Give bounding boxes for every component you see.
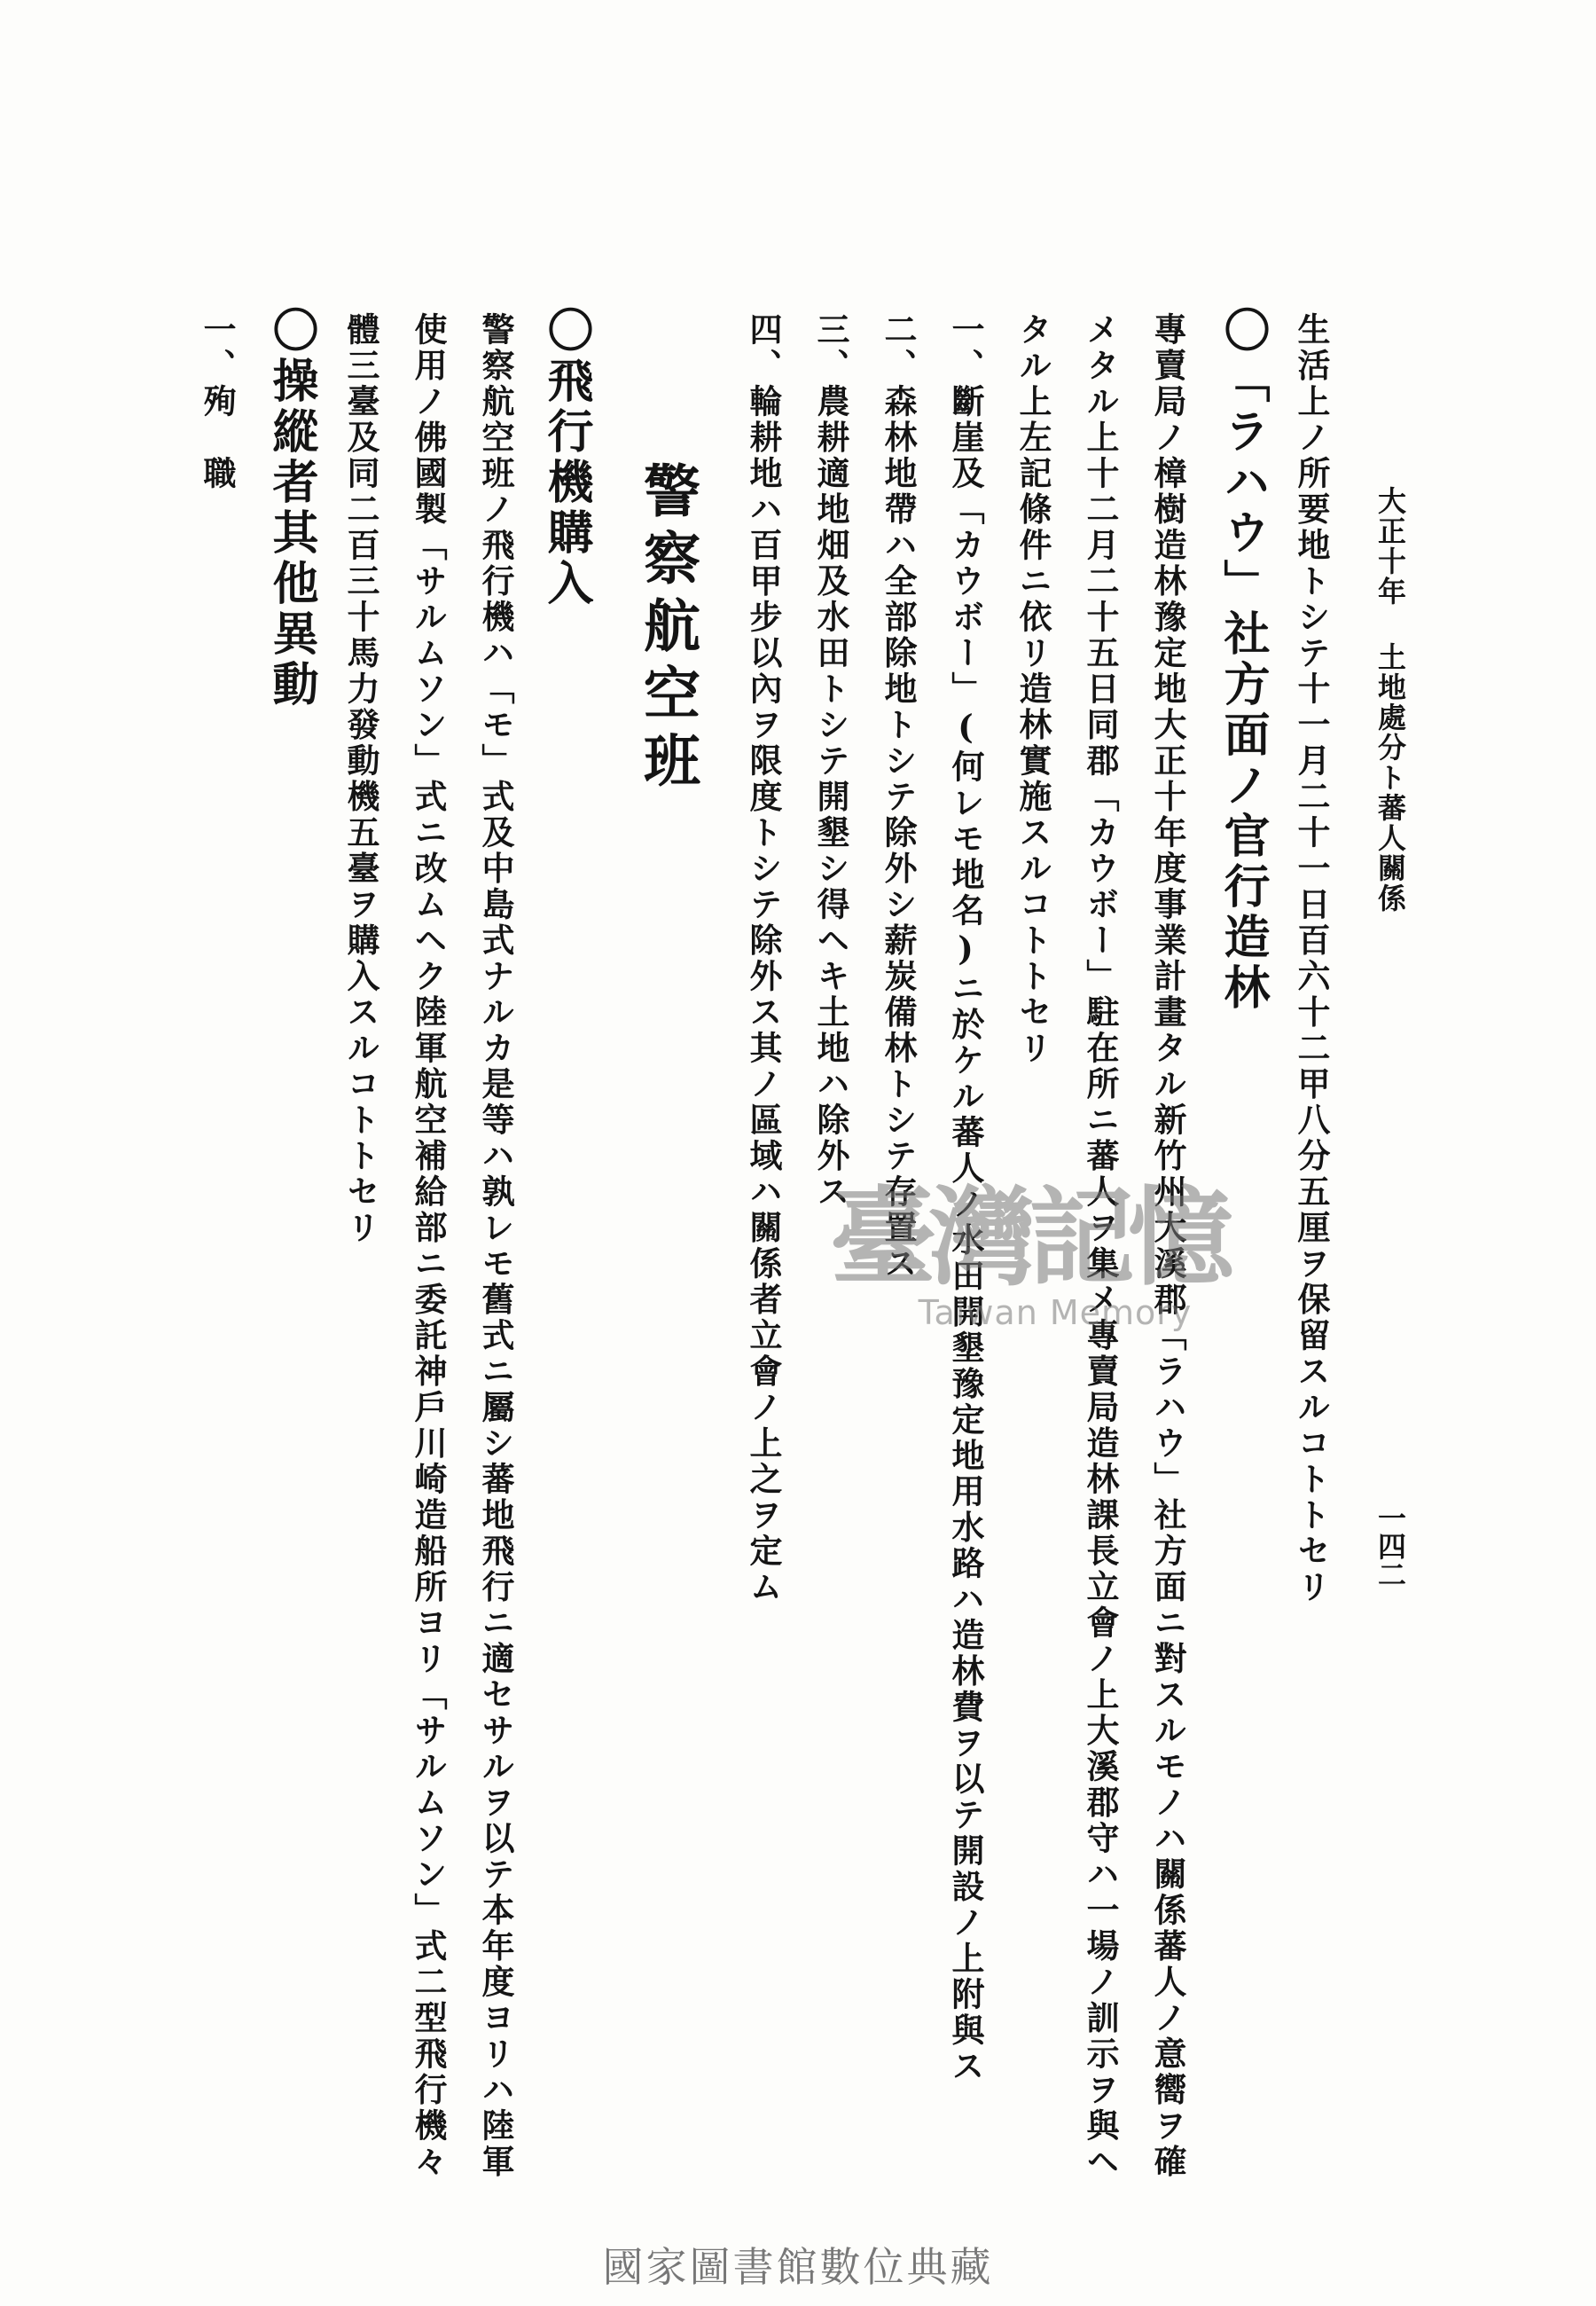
running-header: 大正十年 土地處分ト蕃人關係 [1373, 486, 1407, 914]
page-number: 一四二 [1373, 1503, 1407, 1588]
text-column: タル上左記條件ニ依リ造林實施スルコトトセリ [1013, 312, 1052, 1067]
watermark-cjk: 臺灣記憶 [830, 1175, 1227, 1300]
list-item: 一、殉 職 [198, 312, 237, 492]
watermark-logo [780, 1153, 1277, 1332]
text-column: 警察航空班ノ飛行機ハ「モ」式及中島式ナルカ是等ハ孰レモ舊式ニ屬シ蕃地飛行ニ適セサルヲ以テ本年度ヨリハ陸軍 [476, 312, 515, 2180]
list-item: 二、森林地帶ハ全部除地トシテ除外シ薪炭備林トシテ存置ス [879, 312, 918, 1282]
subsection-heading: 〇飛行機購入 [539, 306, 593, 609]
text-column: 體三臺及同二百三十馬力發動機五臺ヲ購入スルコトトセリ [341, 312, 380, 1246]
section-title: 警察航空班 [634, 461, 700, 798]
text-column: メタル上十二月二十五日同郡「カウボー」駐在所ニ蕃人ヲ集メ專賣局造林課長立會ノ上大溪郡守ハ一場ノ訓示ヲ與ヘ [1081, 312, 1120, 2180]
text-column: 專賣局ノ樟樹造林豫定地大正十年度事業計畫タル新竹州大溪郡「ラハウ」社方面ニ對スルモノハ關係蕃人ノ意嚮ヲ確 [1148, 312, 1187, 2180]
text-column: 生活上ノ所要地トシテ十一月二十一日百六十二甲八分五厘ヲ保留スルコトトセリ [1292, 312, 1331, 1605]
watermark-latin: Taiwan Memory [918, 1293, 1193, 1332]
subsection-heading: 〇「ラハウ」社方面ノ官行造林 [1216, 306, 1270, 1014]
list-item: 四、輪耕地ハ百甲步以內ヲ限度トシテ除外ス其ノ區域ハ關係者立會ノ上之ヲ定ム [744, 312, 783, 1605]
list-item: 一、斷崖及「カウボー」(何レモ地名)ニ於ケル蕃人ノ水田開墾豫定地用水路ハ造林費ヲ以テ開設ノ上附與ス [946, 312, 985, 2085]
subsection-heading: 〇操縱者其他異動 [264, 306, 318, 710]
list-item: 三、農耕適地畑及水田トシテ開墾シ得ヘキ土地ハ除外ス [811, 312, 850, 1211]
text-column: 使用ノ佛國製「サルムソン」式ニ改ムヘク陸軍航空補給部ニ委託神戶川崎造船所ヨリ「サルムソン」式二型飛行機々 [409, 312, 448, 2180]
footer-credit: 國家圖書館數位典藏 [602, 2243, 994, 2291]
